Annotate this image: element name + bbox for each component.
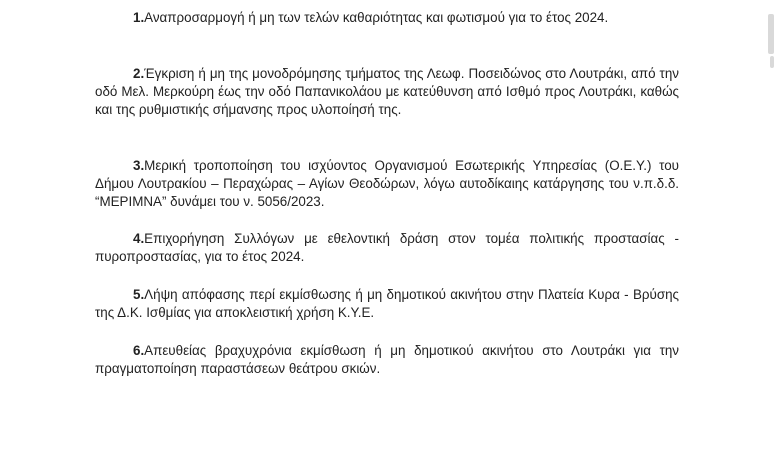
agenda-item-1-text: Αναπροσαρμογή ή μη των τελών καθαριότητας και φωτισμού για το έτος 2024. [144, 10, 609, 25]
scan-edge-mark [768, 14, 774, 54]
agenda-item-4-text: Επιχορήγηση Συλλόγων με εθελοντική δράση στον τομέα πολιτικής προστασίας - πυροπροστασίας, για το έτος 2024. [95, 231, 679, 264]
agenda-item-4 [95, 230, 679, 266]
agenda-item-5-text: Λήψη απόφασης περί εκμίσθωσης ή μη δημοτικού ακινήτου στην Πλατεία Κυρα - Βρύσης της Δ.Κ. Ισθμίας για αποκλειστική χρήση Κ.Υ.Ε. [95, 287, 679, 320]
agenda-item-2 [95, 65, 679, 119]
agenda-item-6-number: 6. [133, 343, 145, 358]
agenda-item-5-number: 5. [133, 287, 145, 302]
agenda-item-2-number: 2. [133, 66, 145, 81]
agenda-item-3 [95, 157, 679, 211]
agenda-item-2-text: Έγκριση ή μη της μονοδρόμησης τμήματος της Λεωφ. Ποσειδώνος στο Λουτράκι, από την οδό Μελ. Μερκούρη έως την οδό Παπανικολάου με κατεύθυνση από Ισθμό προς Λουτράκι, καθώς και της ρυθμιστικής σήμανσης προς υλοποίησή της. [95, 66, 679, 117]
agenda-item-5 [95, 286, 679, 322]
agenda-item-6 [95, 342, 679, 378]
agenda-item-4-number: 4. [133, 231, 145, 246]
agenda-item-1-number: 1. [133, 10, 145, 25]
agenda-item-3-text: Μερική τροποποίηση του ισχύοντος Οργανισμού Εσωτερικής Υπηρεσίας (Ο.Ε.Υ.) του Δήμου Λουτρακίου – Περαχώρας – Αγίων Θεοδώρων, λόγω αυτοδίκαιης κατάργησης του ν.π.δ.δ. “ΜΕΡΙΜΝΑ” δυνάμει του ν. 5056/2023. [95, 158, 679, 209]
agenda-item-6-text: Απευθείας βραχυχρόνια εκμίσθωση ή μη δημοτικού ακινήτου στο Λουτράκι για την πραγματοποίηση παραστάσεων θεάτρου σκιών. [95, 343, 679, 376]
agenda-item-3-number: 3. [133, 158, 145, 173]
agenda-item-1 [95, 9, 679, 27]
scan-edge-mark [770, 56, 774, 68]
